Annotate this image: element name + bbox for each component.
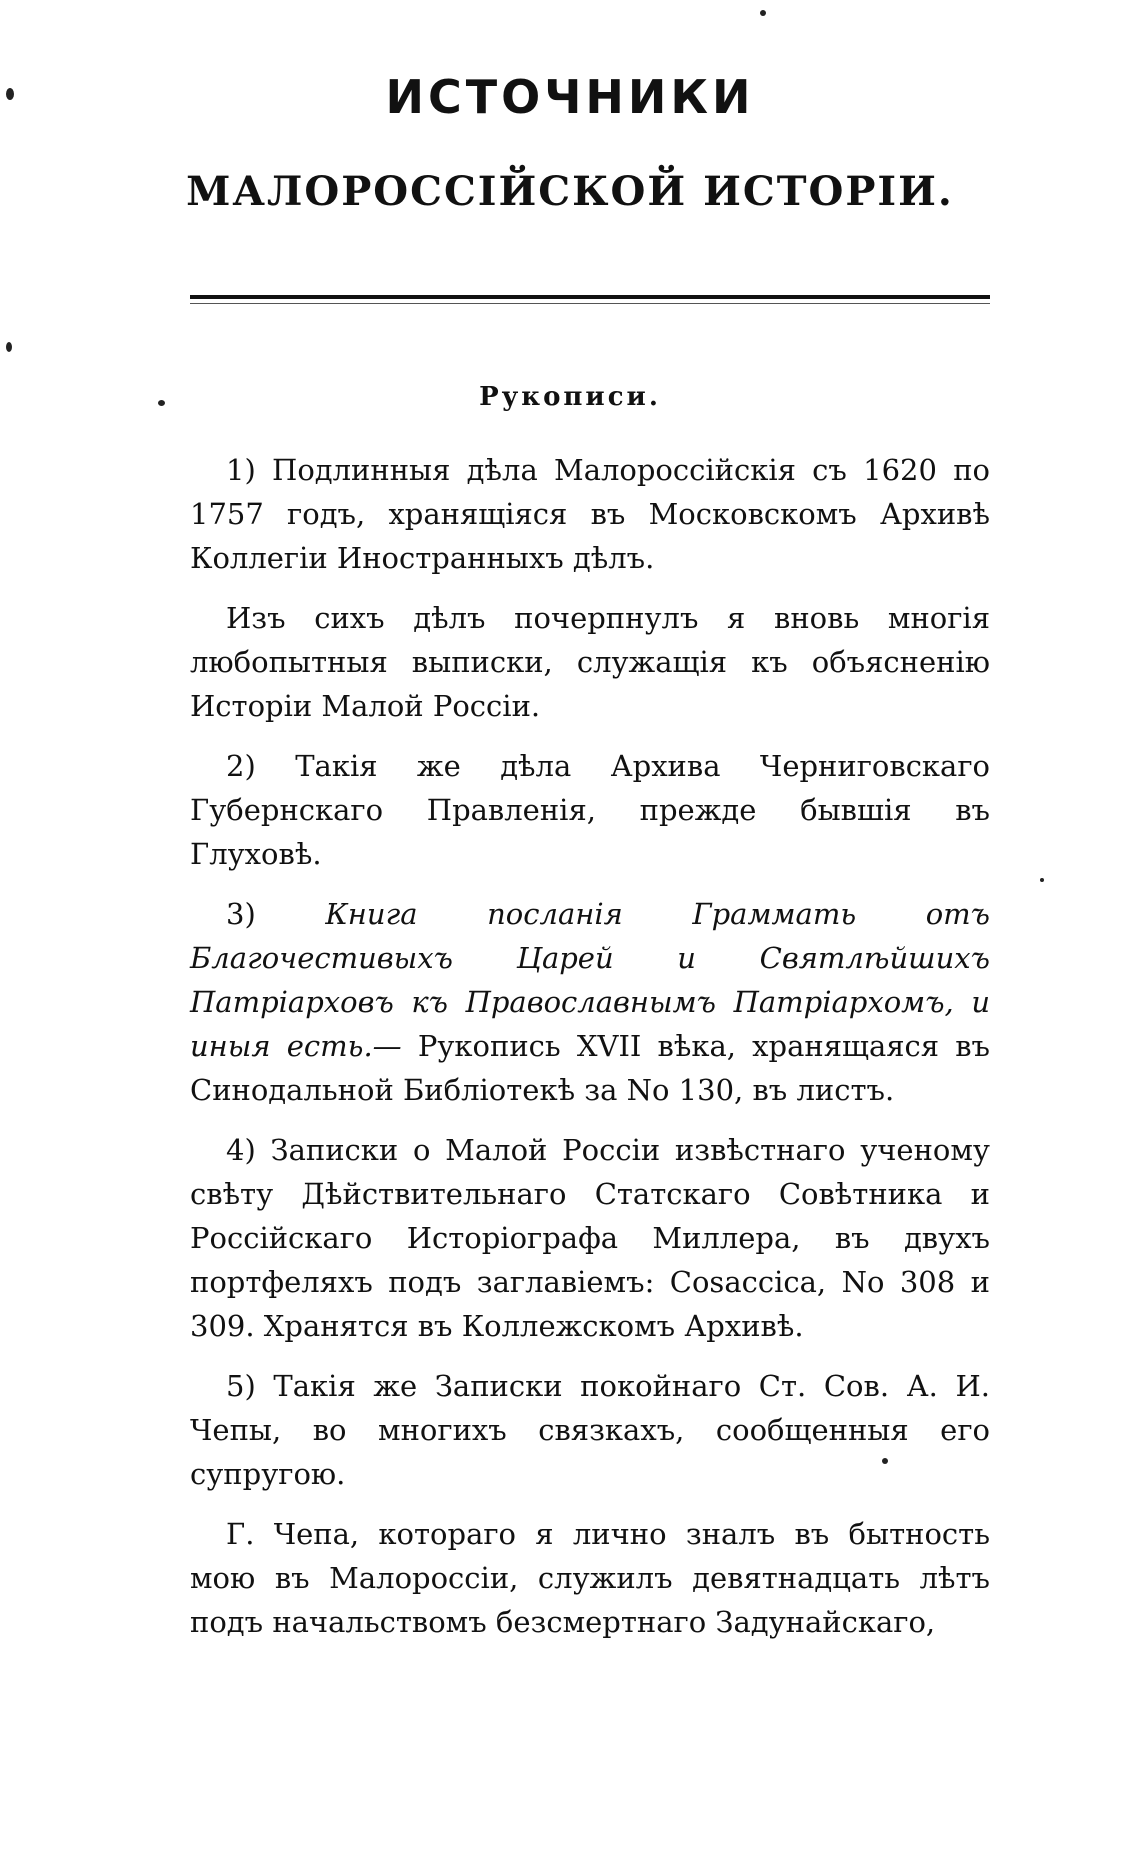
page-subtitle: МАЛОРОССІЙСКОЙ ИСТОРІИ.: [186, 168, 954, 215]
scan-speck: [158, 400, 165, 406]
paragraph-text: Такія же дѣла Архива Черниговскаго Губернскаго Правленія, прежде бывшія въ Глуховѣ.: [190, 749, 990, 871]
paragraph-italic-title: Книга посланія Граммать отъ Благочестивыхъ Царей и Святлѣйшихъ Патріарховъ къ Православнымъ Патріархомъ, и иныя есть.—: [190, 897, 991, 1063]
paragraph-6: [190, 1364, 990, 1496]
title-divider-thin: [190, 303, 990, 304]
paragraph-text: Г. Чепа, котораго я лично зналъ въ бытность мою въ Малороссіи, служилъ девятнадцать лѣтъ подъ начальствомъ безсмертнаго Задунайскаго,: [190, 1517, 990, 1639]
paragraph-1: [190, 448, 990, 580]
scan-speck: [6, 342, 12, 352]
paragraph-text: Такія же Записки покойнаго Ст. Сов. А. И. Чепы, во многихъ связкахъ, сообщенныя его супругою.: [190, 1369, 991, 1491]
page-title: ИСТОЧНИКИ: [385, 70, 755, 124]
paragraph-text: Рукопись XVII вѣка, хранящаяся въ Синодальной Библіотекѣ за No 130, въ листъ.: [190, 1029, 991, 1107]
scan-speck: [882, 1458, 888, 1464]
paragraph-number: 3): [226, 897, 256, 931]
paragraph-text: Подлинныя дѣла Малороссійскія съ 1620 по 1757 годъ, хранящіяся въ Московскомъ Архивѣ Коллегіи Иностранныхъ дѣлъ.: [190, 453, 990, 575]
paragraph-3: [190, 744, 990, 876]
paragraph-7: [190, 1512, 990, 1644]
section-heading: Рукописи.: [479, 382, 661, 412]
title-divider: [190, 295, 990, 299]
paragraph-text: Изъ сихъ дѣлъ почерпнулъ я вновь многія любопытныя выписки, служащія къ объясненію Исторіи Малой Россіи.: [190, 601, 990, 723]
scan-speck: [6, 88, 14, 100]
scan-speck: [1040, 878, 1044, 882]
paragraph-2: [190, 596, 990, 728]
paragraph-4: [190, 892, 990, 1112]
paragraph-number: 5): [226, 1369, 256, 1403]
scan-speck: [760, 10, 766, 16]
body-text: [190, 448, 990, 1660]
paragraph-text: Записки о Малой Россіи извѣстнаго ученому свѣту Дѣйствительнаго Статскаго Совѣтника и Россійскаго Исторіографа Миллера, въ двухъ портфеляхъ подъ заглавіемъ: Cosaccica, No 308 и 309. Хранятся въ Коллежскомъ Архивѣ.: [190, 1133, 990, 1343]
paragraph-number: 1): [226, 453, 256, 487]
paragraph-number: 2): [226, 749, 256, 783]
paragraph-number: 4): [226, 1133, 256, 1167]
paragraph-5: [190, 1128, 990, 1348]
